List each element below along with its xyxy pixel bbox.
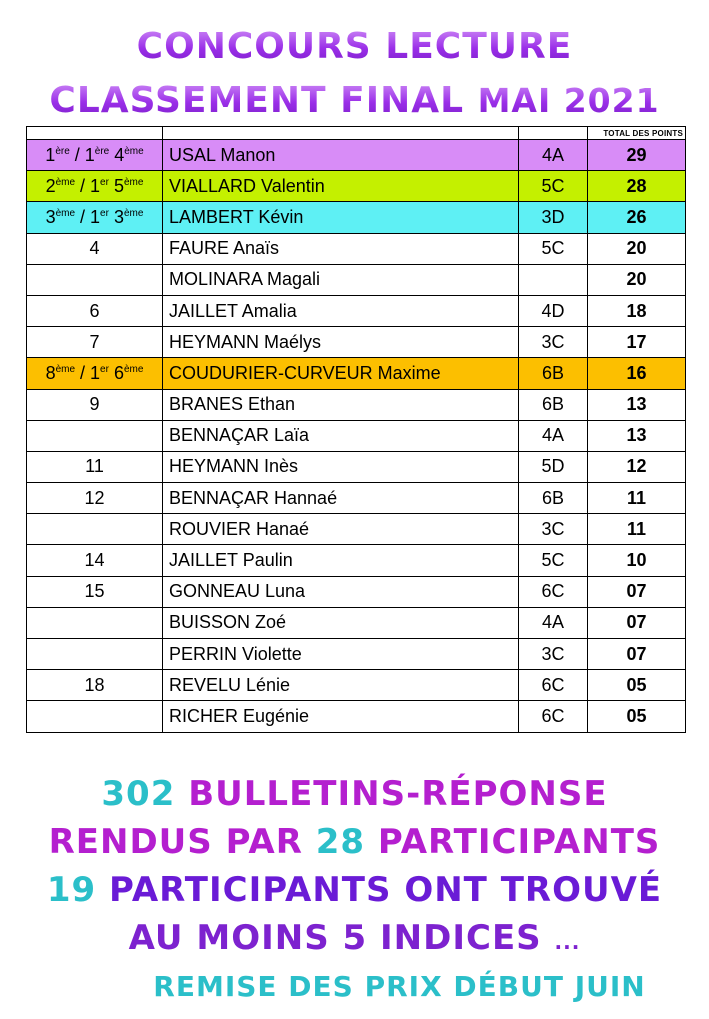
table-row bbox=[27, 264, 686, 295]
table-row bbox=[27, 545, 686, 576]
found-text: PARTICIPANTS ONT TROUVÉ bbox=[109, 870, 663, 910]
table-row bbox=[27, 670, 686, 701]
class-cell: 3C bbox=[519, 327, 588, 358]
name-cell: COUDURIER-CURVEUR Maxime bbox=[163, 358, 519, 389]
name-cell: HEYMANN Inès bbox=[163, 451, 519, 482]
rank-cell bbox=[27, 514, 163, 545]
points-cell: 20 bbox=[588, 233, 686, 264]
class-cell: 5C bbox=[519, 545, 588, 576]
points-cell: 28 bbox=[588, 171, 686, 202]
class-cell: 6C bbox=[519, 576, 588, 607]
name-cell: PERRIN Violette bbox=[163, 639, 519, 670]
title-line1: CONCOURS LECTURE bbox=[0, 26, 709, 67]
table-row bbox=[27, 607, 686, 638]
class-cell: 6B bbox=[519, 358, 588, 389]
rank-cell: 12 bbox=[27, 483, 163, 514]
points-cell: 12 bbox=[588, 451, 686, 482]
points-cell: 07 bbox=[588, 576, 686, 607]
class-cell: 6B bbox=[519, 389, 588, 420]
title-date: MAI 2021 bbox=[477, 81, 660, 120]
name-cell: BUISSON Zoé bbox=[163, 607, 519, 638]
table-row bbox=[27, 483, 686, 514]
table-row bbox=[27, 514, 686, 545]
name-cell: LAMBERT Kévin bbox=[163, 202, 519, 233]
class-cell: 6C bbox=[519, 670, 588, 701]
table-row bbox=[27, 420, 686, 451]
footer-line1 bbox=[0, 774, 709, 814]
class-cell: 6C bbox=[519, 701, 588, 732]
name-cell: BENNAÇAR Laïa bbox=[163, 420, 519, 451]
table-row bbox=[27, 295, 686, 326]
points-cell: 29 bbox=[588, 140, 686, 171]
name-cell: BRANES Ethan bbox=[163, 389, 519, 420]
points-cell: 26 bbox=[588, 202, 686, 233]
bulletins-count: 302 bbox=[101, 774, 176, 814]
rank-cell: 2ème / 1er 5ème bbox=[27, 171, 163, 202]
points-cell: 16 bbox=[588, 358, 686, 389]
points-cell: 18 bbox=[588, 295, 686, 326]
footer-line5: REMISE DES PRIX DÉBUT JUIN bbox=[153, 970, 646, 1003]
rank-cell: 3ème / 1er 3ème bbox=[27, 202, 163, 233]
rank-cell: 11 bbox=[27, 451, 163, 482]
points-cell: 05 bbox=[588, 670, 686, 701]
table-row bbox=[27, 701, 686, 732]
indices-text: AU MOINS 5 INDICES bbox=[128, 918, 542, 958]
points-cell: 07 bbox=[588, 607, 686, 638]
points-cell: 05 bbox=[588, 701, 686, 732]
name-cell: GONNEAU Luna bbox=[163, 576, 519, 607]
footer-line3 bbox=[0, 870, 709, 910]
points-cell: 20 bbox=[588, 264, 686, 295]
bulletins-text: BULLETINS-RÉPONSE bbox=[188, 774, 608, 814]
table-row bbox=[27, 639, 686, 670]
class-cell: 5D bbox=[519, 451, 588, 482]
name-cell: USAL Manon bbox=[163, 140, 519, 171]
class-cell bbox=[519, 264, 588, 295]
rank-cell: 1ère / 1ère 4ème bbox=[27, 140, 163, 171]
name-cell: JAILLET Paulin bbox=[163, 545, 519, 576]
participants-count: 28 bbox=[315, 822, 366, 862]
table-row bbox=[27, 576, 686, 607]
rank-cell bbox=[27, 607, 163, 638]
class-cell: 4A bbox=[519, 607, 588, 638]
table-row bbox=[27, 327, 686, 358]
participants-text: PARTICIPANTS bbox=[377, 822, 661, 862]
class-cell: 3D bbox=[519, 202, 588, 233]
rank-cell: 18 bbox=[27, 670, 163, 701]
table-row bbox=[27, 358, 686, 389]
title-classement: CLASSEMENT FINAL bbox=[49, 80, 465, 121]
table-row bbox=[27, 451, 686, 482]
table-row bbox=[27, 233, 686, 264]
name-cell: ROUVIER Hanaé bbox=[163, 514, 519, 545]
class-cell: 4A bbox=[519, 420, 588, 451]
indices-ellipsis: ... bbox=[554, 930, 581, 954]
points-cell: 11 bbox=[588, 483, 686, 514]
ranking-table bbox=[26, 126, 686, 733]
rank-cell: 6 bbox=[27, 295, 163, 326]
table-row bbox=[27, 389, 686, 420]
rank-cell bbox=[27, 264, 163, 295]
rank-cell: 4 bbox=[27, 233, 163, 264]
name-cell: BENNAÇAR Hannaé bbox=[163, 483, 519, 514]
rank-cell: 7 bbox=[27, 327, 163, 358]
name-cell: HEYMANN Maélys bbox=[163, 327, 519, 358]
rendus-text: RENDUS PAR bbox=[48, 822, 303, 862]
class-cell: 4D bbox=[519, 295, 588, 326]
table-header-row bbox=[27, 127, 686, 140]
class-cell: 5C bbox=[519, 233, 588, 264]
name-cell: FAURE Anaïs bbox=[163, 233, 519, 264]
class-cell: 6B bbox=[519, 483, 588, 514]
name-cell: RICHER Eugénie bbox=[163, 701, 519, 732]
points-cell: 13 bbox=[588, 389, 686, 420]
name-cell: REVELU Lénie bbox=[163, 670, 519, 701]
class-cell: 4A bbox=[519, 140, 588, 171]
rank-cell bbox=[27, 701, 163, 732]
footer-line4 bbox=[0, 918, 709, 958]
rank-cell: 9 bbox=[27, 389, 163, 420]
points-cell: 07 bbox=[588, 639, 686, 670]
table-row bbox=[27, 140, 686, 171]
footer-line2 bbox=[0, 822, 709, 862]
class-cell: 3C bbox=[519, 514, 588, 545]
table-row bbox=[27, 171, 686, 202]
rank-cell: 8ème / 1er 6ème bbox=[27, 358, 163, 389]
name-cell: JAILLET Amalia bbox=[163, 295, 519, 326]
name-cell: MOLINARA Magali bbox=[163, 264, 519, 295]
rank-cell bbox=[27, 639, 163, 670]
class-cell: 3C bbox=[519, 639, 588, 670]
found-count: 19 bbox=[46, 870, 97, 910]
points-cell: 10 bbox=[588, 545, 686, 576]
rank-cell bbox=[27, 420, 163, 451]
total-points-header: TOTAL DES POINTS bbox=[588, 127, 686, 140]
points-cell: 17 bbox=[588, 327, 686, 358]
rank-cell: 15 bbox=[27, 576, 163, 607]
title-line2 bbox=[0, 80, 709, 121]
table-row bbox=[27, 202, 686, 233]
rank-cell: 14 bbox=[27, 545, 163, 576]
points-cell: 13 bbox=[588, 420, 686, 451]
points-cell: 11 bbox=[588, 514, 686, 545]
class-cell: 5C bbox=[519, 171, 588, 202]
name-cell: VIALLARD Valentin bbox=[163, 171, 519, 202]
